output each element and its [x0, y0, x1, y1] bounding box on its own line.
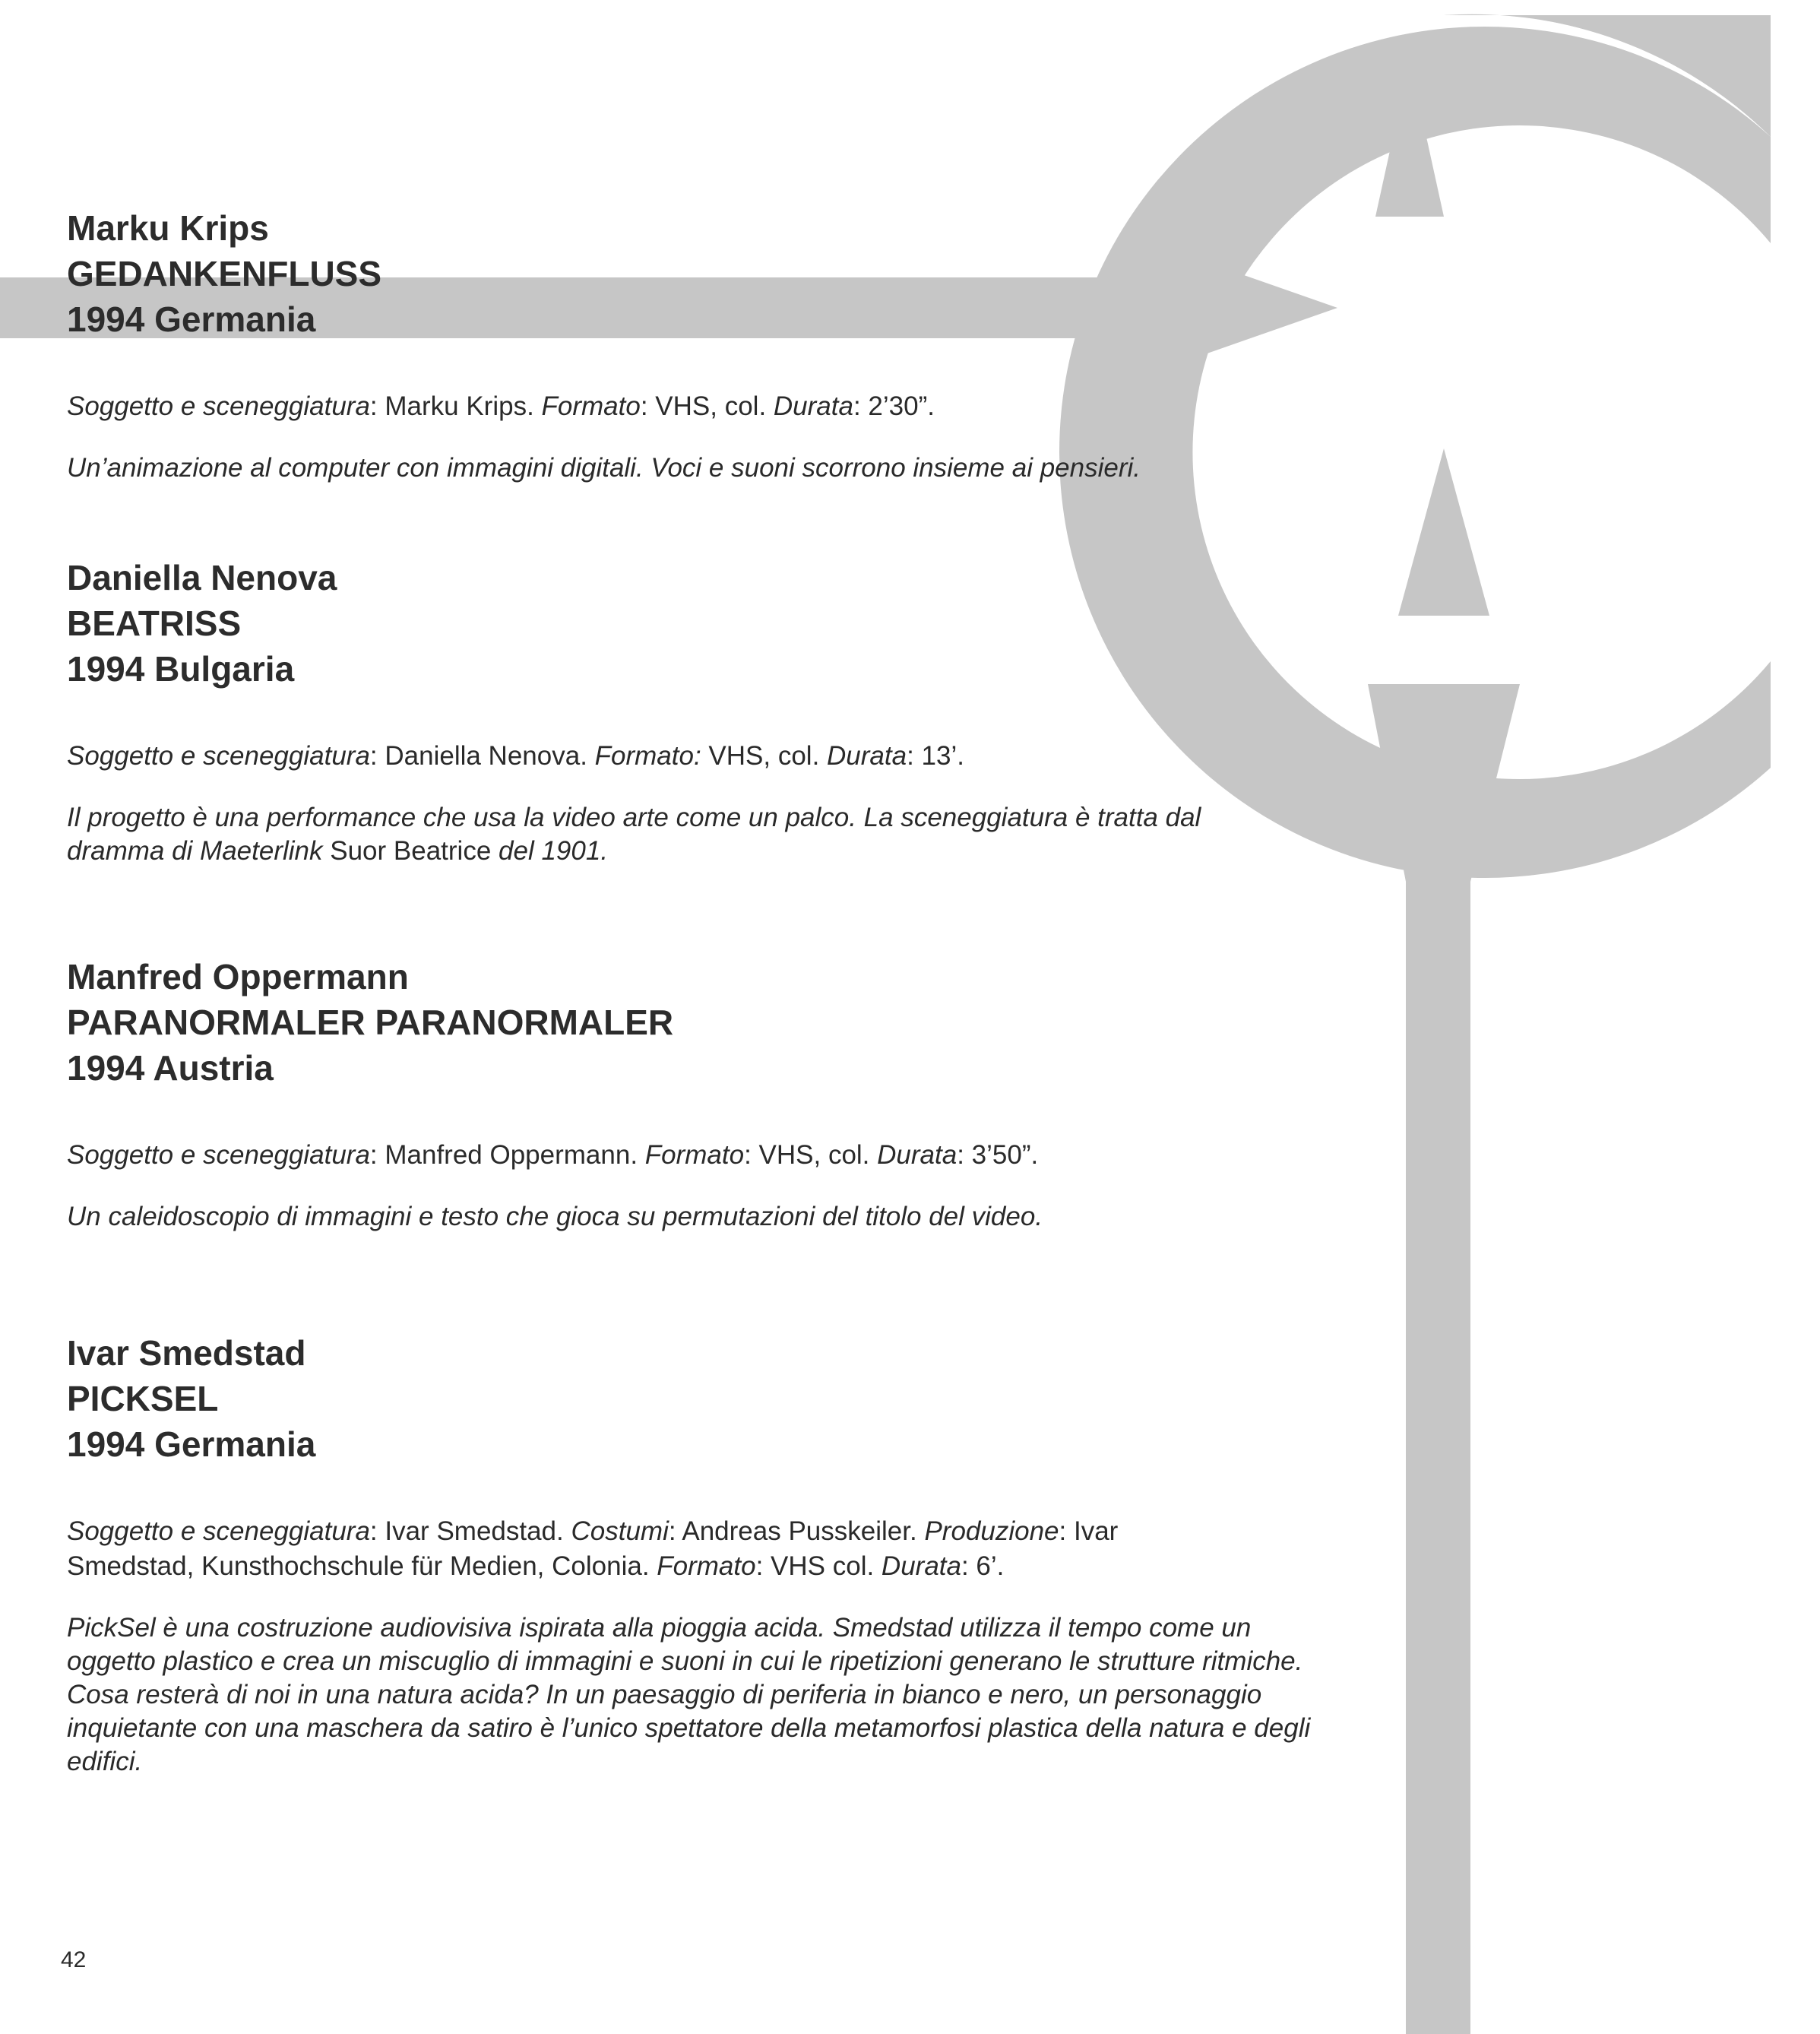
entry-gedankenfluss	[67, 205, 1328, 485]
entry-title: GEDANKENFLUSS	[67, 254, 382, 293]
entry-credits: Soggetto e sceneggiatura: Ivar Smedstad. Costumi: Andreas Pusskeiler. Produzione: Ivar Smedstad, Kunsthochschule für Medien, Colonia. Formato: VHS col. Durata: 6’.	[67, 1516, 1119, 1581]
page-number: 42	[61, 1947, 87, 1972]
entry-year-country: 1994 Germania	[67, 1424, 316, 1464]
entry-credits: Soggetto e sceneggiatura: Daniella Nenova. Formato: VHS, col. Durata: 13’.	[67, 741, 964, 771]
entry-author: Ivar Smedstad	[67, 1333, 306, 1373]
entry-credits: Soggetto e sceneggiatura: Marku Krips. Formato: VHS, col. Durata: 2’30”.	[67, 391, 935, 421]
entry-title: BEATRISS	[67, 604, 242, 643]
entry-year-country: 1994 Germania	[67, 299, 316, 339]
entry-beatriss	[67, 555, 1328, 868]
entry-year-country: 1994 Bulgaria	[67, 649, 295, 689]
entry-year-country: 1994 Austria	[67, 1048, 274, 1088]
entry-description: Un caleidoscopio di immagini e testo che gioca su permutazioni del titolo del video.	[67, 1202, 1043, 1231]
entry-description: Il progetto è una performance che usa la video arte come un palco. La sceneggiatura è tratta dal dramma di Maeterlink Suor Beatrice del 1901.	[67, 803, 1201, 866]
entry-title: PARANORMALER PARANORMALER	[67, 1003, 674, 1042]
entry-title: PICKSEL	[67, 1379, 219, 1418]
entry-picksel	[67, 1330, 1328, 1779]
entry-paranormaler	[67, 954, 1328, 1234]
entry-author: Manfred Oppermann	[67, 957, 409, 996]
entry-author: Daniella Nenova	[67, 558, 337, 597]
entry-description: Un’animazione al computer con immagini digitali. Voci e suoni scorrono insieme ai pensieri.	[67, 453, 1141, 483]
entry-credits: Soggetto e sceneggiatura: Manfred Oppermann. Formato: VHS, col. Durata: 3’50”.	[67, 1140, 1039, 1170]
entry-description: PickSel è una costruzione audiovisiva ispirata alla pioggia acida. Smedstad utilizza il tempo come un oggetto plastico e crea un miscuglio di immagini e suoni in cui le ripetizioni generano le strutture ritmiche. Cosa resterà di noi in una natura acida? In un paesaggio di periferia in bianco e nero, un personaggio inquietante con una maschera da satiro è l’unico spettatore della metamorfosi plastica della natura e degli edifici.	[67, 1613, 1311, 1776]
entry-author: Marku Krips	[67, 208, 269, 248]
